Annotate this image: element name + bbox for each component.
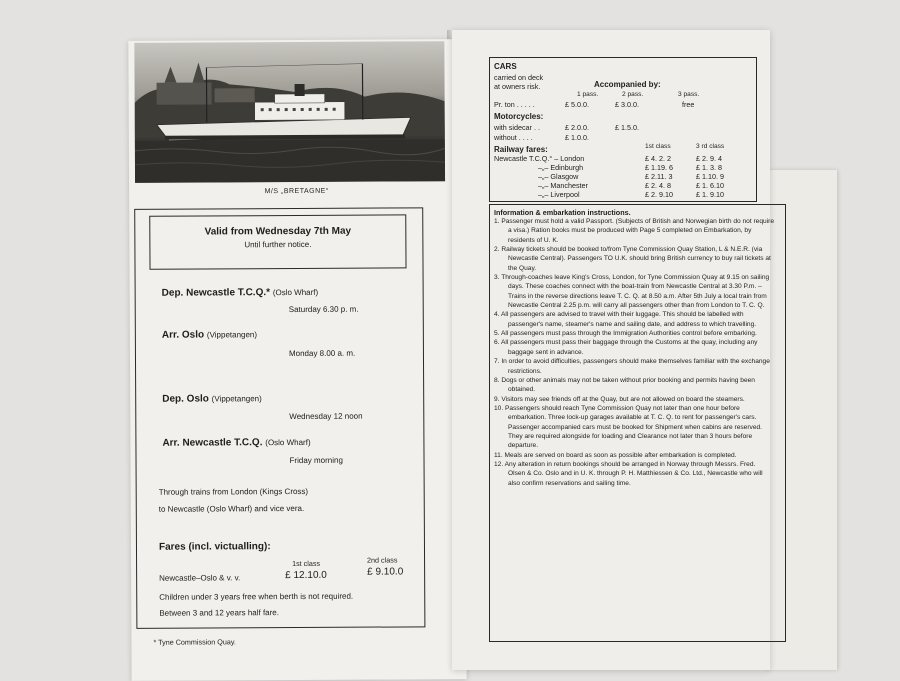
info-title: Information & embarkation instructions. [494, 208, 631, 217]
rail-row-third: £ 1. 6.10 [696, 181, 724, 190]
list-item: 3. Through-coaches leave King's Cross, London, for Tyne Commission Quay at 9.15 on sailing days. These coaches connect with the boat-train from Newcastle Central at 3.30 P.m. – Trains in the reverse directions leave T. C. Q. at 8.50 a.m. After 5th July a local train from Newcastle Central 2.25 p.m. will carry all passengers other than from London to T. C. Q. [494, 273, 774, 310]
moto-sidecar-2: £ 1.5.0. [615, 123, 639, 132]
sailing-place: (Vippetangen) [212, 394, 262, 403]
rail-title: Railway fares: [494, 145, 548, 154]
rail-row-third: £ 1. 3. 8 [696, 163, 722, 172]
rail-row-third: £ 2. 9. 4 [696, 154, 722, 163]
list-item: 11. Meals are served on board as soon as possible after embarkation is completed. [494, 451, 774, 460]
fare-col-2nd: 2nd class [367, 555, 397, 564]
sailing-label: Arr. Oslo [162, 329, 204, 340]
sailing-place: (Oslo Wharf) [265, 438, 310, 447]
right-panel [452, 30, 770, 670]
list-item: 8. Dogs or other animals may not be taken without prior booking and permits having been obtained. [494, 376, 774, 395]
fare-1st-value: £ 12.10.0 [285, 570, 327, 581]
photo-caption: M/S „BRETAGNE“ [129, 187, 464, 196]
pr-ton-2: £ 3.0.0. [615, 100, 639, 109]
moto-sidecar-1: £ 2.0.0. [565, 123, 589, 132]
instructions-list [494, 217, 774, 488]
validity-box [149, 214, 406, 269]
moto-title: Motorcycles: [494, 112, 543, 121]
sailing-label: Arr. Newcastle T.C.Q. [162, 437, 262, 449]
children-note-1: Children under 3 years free when berth is not required. [159, 592, 353, 602]
rail-row-first: £ 2.11. 3 [645, 172, 672, 181]
list-item: 7. In order to avoid difficulties, passengers should make themselves familiar with the exchange restrictions. [494, 357, 774, 376]
sailing-time: Wednesday 12 noon [289, 412, 362, 421]
rail-row-first: £ 2. 4. 8 [645, 181, 671, 190]
sailing-time: Saturday 6.30 p. m. [289, 305, 359, 314]
rail-col-1st: 1st class [645, 142, 671, 151]
sailing-label: Dep. Newcastle T.C.Q.* [162, 287, 270, 299]
sailing-time: Friday morning [290, 456, 343, 465]
fares-title: Fares (incl. victualling): [159, 541, 271, 553]
pr-ton-label: Pr. ton . . . . . [494, 100, 535, 109]
rail-row-third: £ 1.10. 9 [696, 172, 724, 181]
sailing-2 [162, 329, 257, 340]
left-panel [128, 39, 466, 681]
rail-row-first: £ 2. 9.10 [645, 190, 673, 199]
sailing-label: Dep. Oslo [162, 393, 209, 404]
moto-without-1: £ 1.0.0. [565, 133, 589, 142]
sailing-1 [162, 287, 319, 299]
footnote: * Tyne Commission Quay. [153, 637, 235, 646]
rail-row-from: –„– Glasgow [538, 172, 578, 181]
rail-row-from: –„– Manchester [538, 181, 588, 190]
through-trains-line-2: to Newcastle (Oslo Wharf) and vice vera. [159, 504, 304, 514]
pass-col-3: 3 pass. [678, 90, 699, 99]
list-item: 2. Railway tickets should be booked to/from Tyne Commission Quay Station, L & N.E.R. (via Newcastle Central). Passengers TO U.K. should bring British currency to buy rail tickets at the Quay. [494, 245, 774, 273]
list-item: 4. All passengers are advised to travel with their luggage. This should be labelled with passenger's name, steamer's name and sailing date, and address to which travelling. [494, 310, 774, 329]
sailing-time: Monday 8.00 a. m. [289, 349, 355, 358]
pr-ton-3: free [682, 100, 694, 109]
fare-col-1st: 1st class [292, 559, 320, 568]
sailing-3 [162, 393, 262, 405]
cars-title: CARS [494, 62, 517, 71]
pass-col-1: 1 pass. [577, 90, 598, 99]
info-box [489, 204, 786, 642]
through-trains-line-1: Through trains from London (Kings Cross) [159, 487, 308, 497]
fare-route: Newcastle–Oslo & v. v. [159, 573, 240, 582]
list-item: 12. Any alteration in return bookings should be arranged in Norway through Messrs. Fred. Olsen & Co. Oslo and in U. K. through P. H. Matthiessen & Co. Ltd., Newcastle who will also confirm reservations and sailing time. [494, 460, 774, 488]
sailing-place: (Oslo Wharf) [273, 288, 318, 297]
list-item: 9. Visitors may see friends off at the Quay, but are not allowed on board the steamers. [494, 395, 774, 404]
pass-col-2: 2 pass. [622, 90, 643, 99]
moto-sidecar-label: with sidecar . . [494, 123, 540, 132]
timetable-box [134, 207, 425, 629]
rail-row-from: Newcastle T.C.Q.° – London [494, 154, 584, 163]
valid-title: Valid from Wednesday 7th May [150, 225, 405, 237]
list-item: 6. All passengers must pass their baggage through the Customs at the quay, including any baggage sent in advance. [494, 338, 774, 357]
rail-row-first: £ 1.19. 6 [645, 163, 673, 172]
list-item: 10. Passengers should reach Tyne Commission Quay not later than one hour before embarkation. Three lock-up garages available at T. C. Q. to rent for passenger's cars. Passenger accompanied cars must be booked for Shipment when cabins are reserved. They are required alongside for loading and Clearance not later than 3 hours before departure. [494, 404, 774, 451]
moto-without-label: without . . . . [494, 133, 533, 142]
ship-photo [134, 41, 445, 183]
fares-box [489, 57, 757, 202]
rail-row-from: –„– Liverpool [538, 190, 580, 199]
pr-ton-1: £ 5.0.0. [565, 100, 589, 109]
rail-row-third: £ 1. 9.10 [696, 190, 724, 199]
list-item: 1. Passenger must hold a valid Passport. (Subjects of British and Norwegian birth do not require a visa.) Ration books must be produced with Page 5 completed on Embarkation, by residents of U. K. [494, 217, 774, 245]
sailing-place: (Vippetangen) [207, 330, 257, 339]
ship-image [134, 41, 445, 183]
accompanied-title: Accompanied by: [594, 80, 661, 89]
valid-subtitle: Until further notice. [150, 239, 405, 249]
fare-2nd-value: £ 9.10.0 [367, 566, 403, 577]
rail-row-from: –„– Edinburgh [538, 163, 583, 172]
cars-sub-1: carried on deck [494, 73, 543, 82]
cars-sub-2: at owners risk. [494, 82, 540, 91]
sailing-4 [162, 437, 310, 449]
rail-row-first: £ 4. 2. 2 [645, 154, 671, 163]
rail-col-3rd: 3 rd class [696, 142, 724, 151]
list-item: 5. All passengers must pass through the Immigration Authorities control before embarking. [494, 329, 774, 338]
children-note-2: Between 3 and 12 years half fare. [159, 608, 279, 618]
